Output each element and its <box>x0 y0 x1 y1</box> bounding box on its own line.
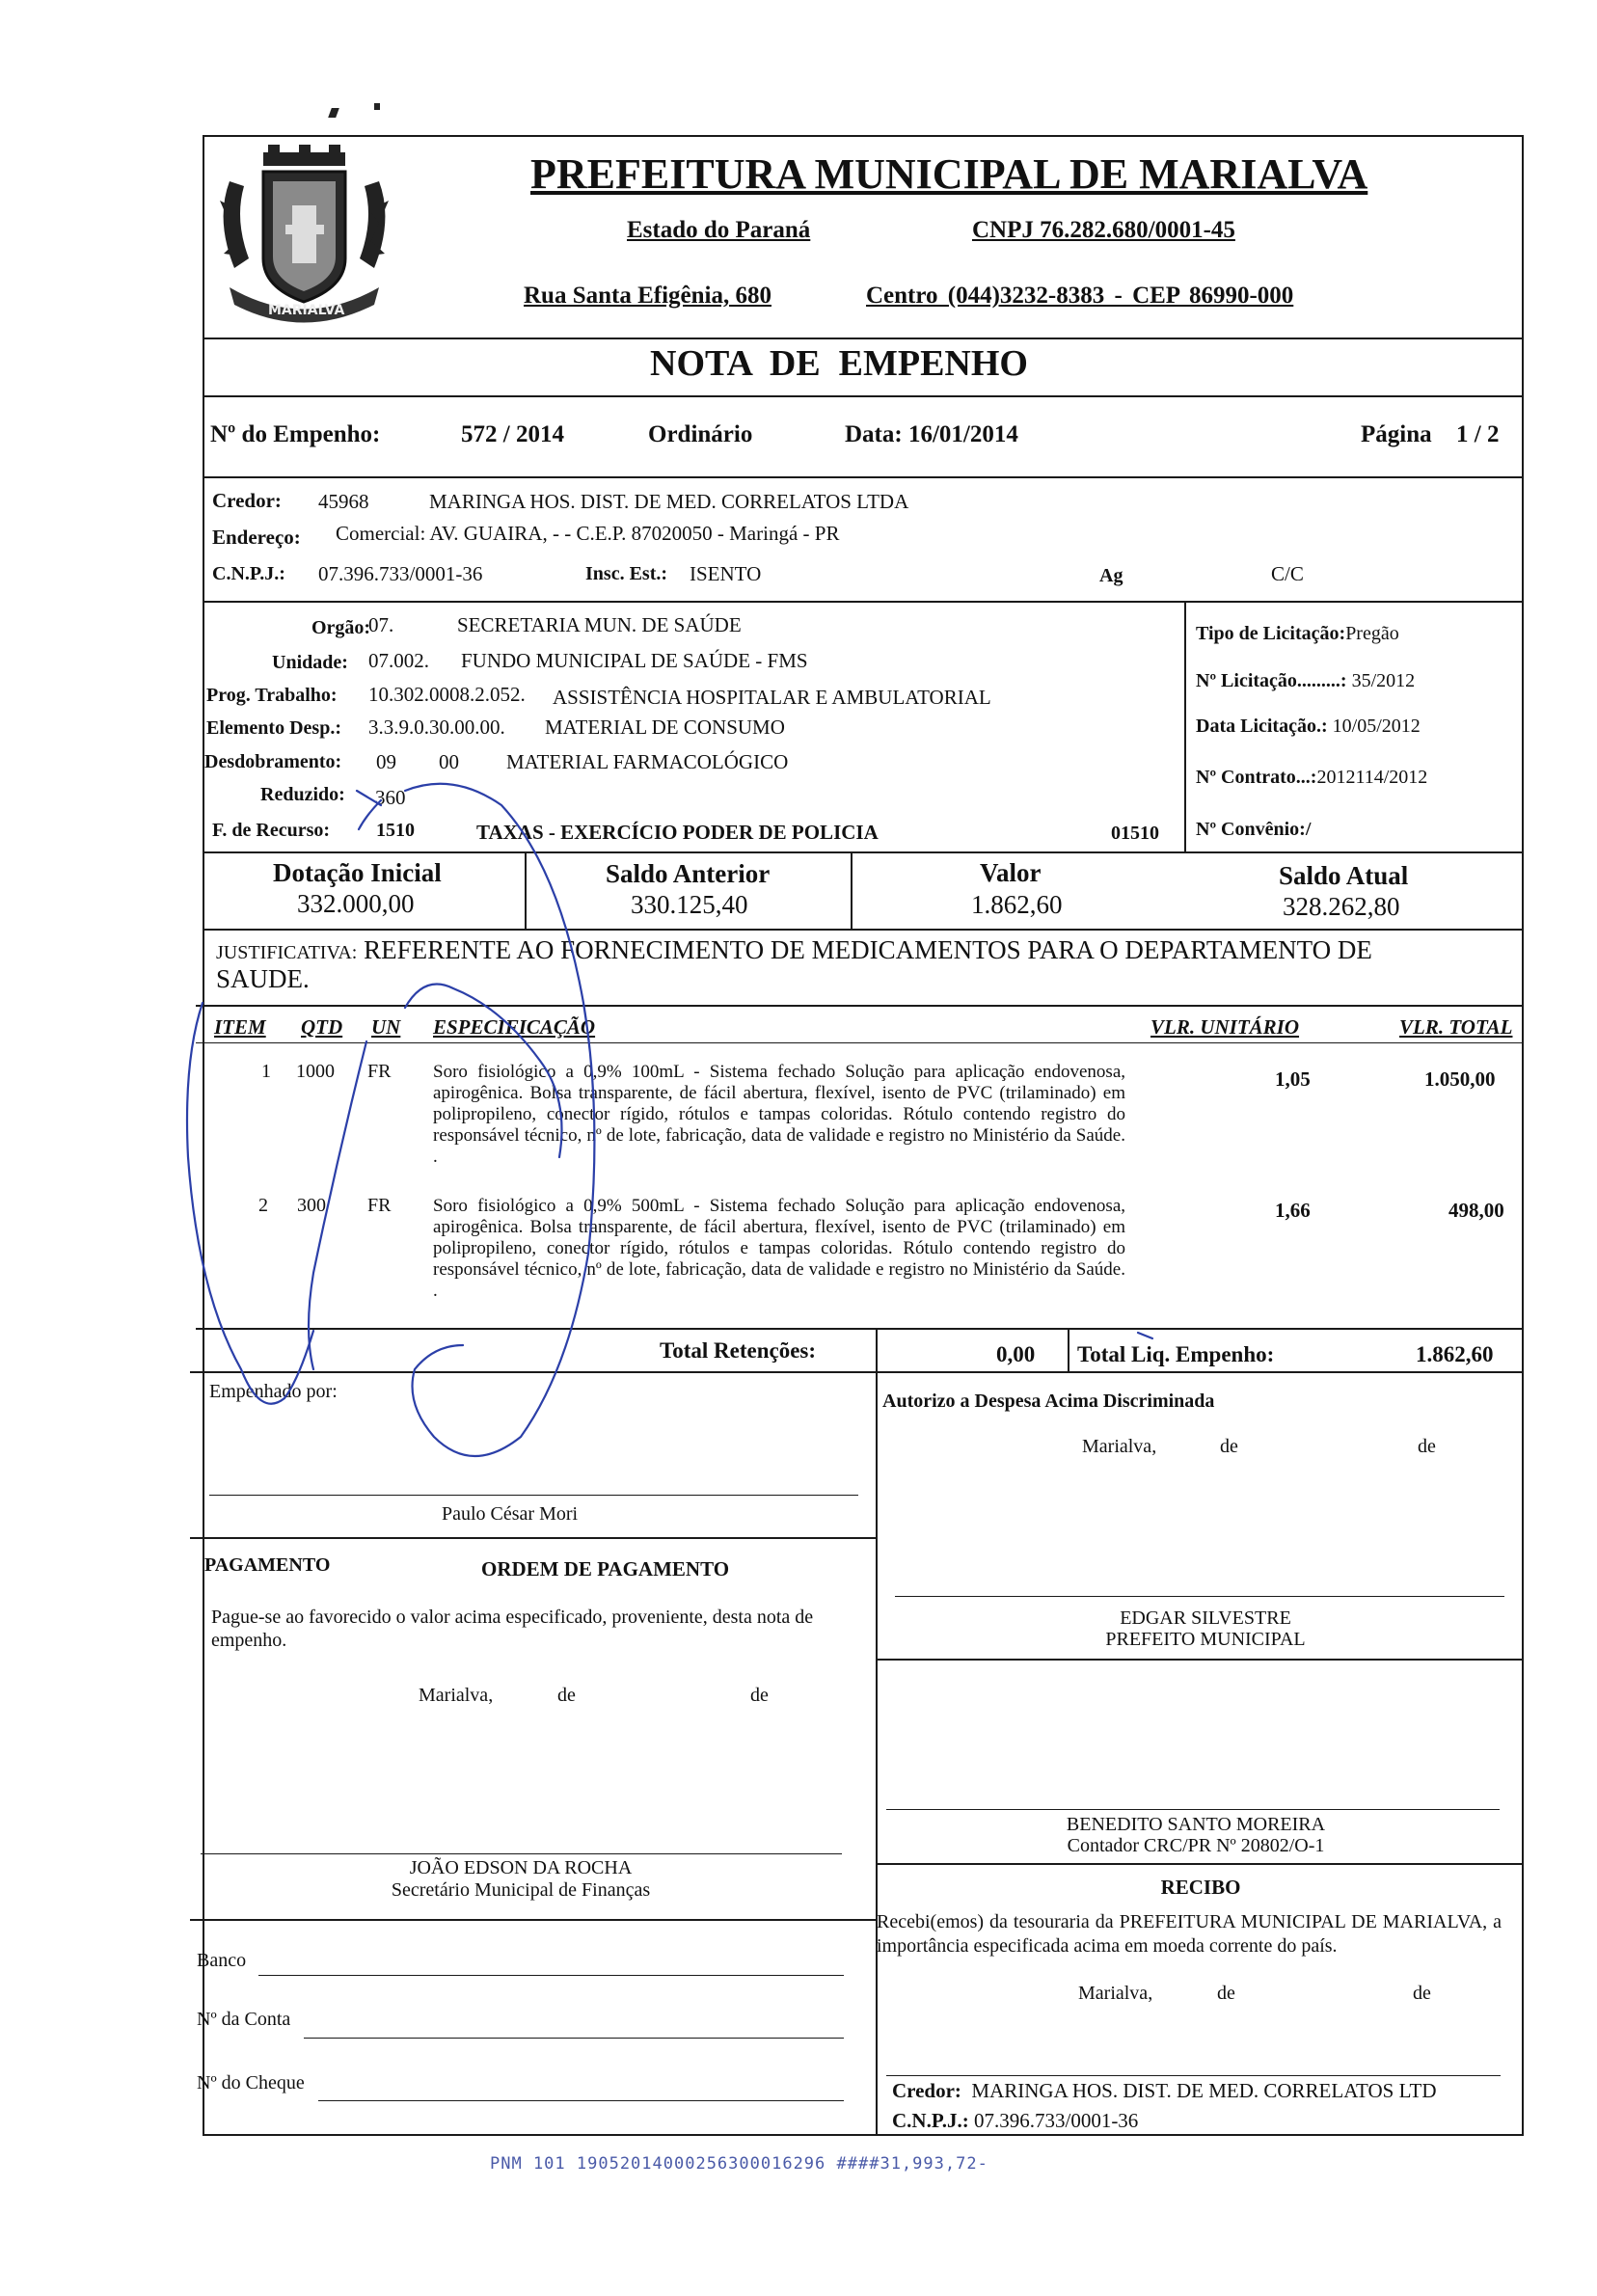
contador-title: Contador CRC/PR Nº 20802/O-1 <box>1067 1835 1325 1856</box>
credor-label: Credor: <box>212 489 282 512</box>
cheque-label: Nº do Cheque <box>197 2072 305 2093</box>
recibo-credor-name: MARINGA HOS. DIST. DE MED. CORRELATOS LTD <box>971 2079 1437 2102</box>
valor-label: Valor <box>980 858 1042 887</box>
marialva-date: Marialva, <box>419 1685 494 1706</box>
item-un: FR <box>367 1195 392 1216</box>
date-de: de <box>1220 1436 1238 1457</box>
desdobramento-label: Desdobramento: <box>204 751 342 772</box>
prog-name: ASSISTÊNCIA HOSPITALAR E AMBULATORIAL <box>553 686 991 709</box>
prog-code: 10.302.0008.2.052. <box>368 683 526 706</box>
justificativa-label: JUSTIFICATIVA: <box>216 942 358 963</box>
desdobramento-code2: 00 <box>439 750 459 773</box>
col-vlr-unitario: VLR. UNITÁRIO <box>1150 1015 1300 1039</box>
col-item: ITEM <box>214 1015 266 1039</box>
prefeito-title: PREFEITO MUNICIPAL <box>1105 1629 1306 1650</box>
cc-label: C/C <box>1271 562 1304 585</box>
authentication-stamp: PNM 101 19052014000256300016296 ####31,993,72- <box>490 2154 988 2174</box>
date-de: de <box>557 1685 576 1706</box>
endereco-label: Endereço: <box>212 526 301 549</box>
item-specification: Soro fisiológico a 0,9% 500mL - Sistema fechado Solução para aplicação endovenosa, apirogênica. Bolsa transparente, de fácil abertura, flexível, isento de PVC (trilaminado) em polipropileno, conector rígido, rótulos e tampas coloridas. Rótulo contendo registro do responsável técnico, nº de lote, fabricação, data de validade e registro no Ministério da Saúde. . <box>433 1196 1125 1301</box>
licitacao-num-label: Nº Licitação.........: 35/2012 <box>1196 670 1416 691</box>
dotacao-value: 332.000,00 <box>297 889 415 918</box>
convenio-label: Nº Convênio:/ <box>1196 819 1312 840</box>
banco-label: Banco <box>197 1950 247 1971</box>
secretario-name: JOÃO EDSON DA ROCHA <box>409 1857 633 1878</box>
contrato-label: Nº Contrato...:2012114/2012 <box>1196 767 1428 788</box>
contrato-value: 2012114/2012 <box>1316 767 1428 788</box>
reduzido-label: Reduzido: <box>260 784 345 805</box>
prefeito-name: EDGAR SILVESTRE <box>1120 1607 1291 1629</box>
document-title: NOTA DE EMPENHO <box>650 343 1028 384</box>
date-de: de <box>1418 1436 1436 1457</box>
licitacao-num-value: 35/2012 <box>1351 670 1416 691</box>
credor-name: MARINGA HOS. DIST. DE MED. CORRELATOS LTDA <box>429 490 909 513</box>
recibo-text: Recebi(emos) da tesouraria da PREFEITURA MUNICIPAL DE MARIALVA, a importância especificada acima em moeda corrente do país. <box>877 1911 1502 1957</box>
saldo-anterior-value: 330.125,40 <box>631 890 748 919</box>
credor-code: 45968 <box>318 490 369 513</box>
item-qtd: 300 <box>297 1195 326 1216</box>
recurso-label: F. de Recurso: <box>212 820 331 841</box>
ordem-pagamento-label: ORDEM DE PAGAMENTO <box>481 1557 730 1580</box>
unidade-code: 07.002. <box>368 649 429 672</box>
licitacao-tipo-value: Pregão <box>1345 623 1399 644</box>
cnpj-label: C.N.P.J.: <box>212 563 285 584</box>
marialva-date: Marialva, <box>1082 1436 1157 1457</box>
item-total: 1.050,00 <box>1424 1067 1496 1091</box>
elemento-code: 3.3.9.0.30.00.00. <box>368 716 505 739</box>
conta-label: Nº da Conta <box>197 2009 291 2030</box>
date-de: de <box>750 1685 769 1706</box>
pagamento-label: PAGAMENTO <box>204 1554 331 1576</box>
licitacao-data-label: Data Licitação.: 10/05/2012 <box>1196 716 1421 737</box>
item-qtd: 1000 <box>296 1061 335 1082</box>
col-especificacao: ESPECIFICAÇÃO <box>433 1015 596 1039</box>
desdobramento-code1: 09 <box>376 750 396 773</box>
saldo-anterior-label: Saldo Anterior <box>606 859 771 888</box>
recibo-credor-label: Credor: <box>892 2079 961 2102</box>
elemento-label: Elemento Desp.: <box>206 717 341 739</box>
licitacao-data-value: 10/05/2012 <box>1332 716 1421 737</box>
cnpj-header: CNPJ 76.282.680/0001-45 <box>972 217 1235 243</box>
unidade-label: Unidade: <box>272 652 348 673</box>
insc-value: ISENTO <box>690 562 762 585</box>
empenhado-label: Empenhado por: <box>209 1381 338 1402</box>
item-specification: Soro fisiológico a 0,9% 100mL - Sistema fechado Solução para aplicação endovenosa, apirogênica. Bolsa transparente, de fácil abertura, flexível, isento de PVC (trilaminado) em polipropileno, conector rígido, rótulos e tampas coloridas. Rótulo contendo registro do responsável técnico, nº de lote, fabricação, data de validade e registro no Ministério da Saúde. . <box>433 1062 1125 1167</box>
recurso-name: TAXAS - EXERCÍCIO PODER DE POLICIA <box>476 821 879 844</box>
desdobramento-name: MATERIAL FARMACOLÓGICO <box>506 750 789 773</box>
valor-value: 1.862,60 <box>971 890 1063 919</box>
address-street: Rua Santa Efigênia, 680 <box>524 283 771 309</box>
empenhado-name: Paulo César Mori <box>442 1503 579 1525</box>
orgao-name: SECRETARIA MUN. DE SAÚDE <box>457 613 742 636</box>
contador-name: BENEDITO SANTO MOREIRA <box>1066 1814 1326 1835</box>
recibo-cnpj-label: C.N.P.J.: <box>892 2109 969 2132</box>
orgao-code: 07. <box>368 613 394 636</box>
item-un: FR <box>367 1061 392 1082</box>
justificativa-line1: JUSTIFICATIVA: REFERENTE AO FORNECIMENTO DE MEDICAMENTOS PARA O DEPARTAMENTO DE <box>216 935 1372 964</box>
empenho-number: 572 / 2014 <box>461 421 564 447</box>
empenho-type: Ordinário <box>648 421 753 447</box>
page-number: 1 / 2 <box>1456 421 1500 447</box>
total-liq-label: Total Liq. Empenho: <box>1077 1342 1275 1366</box>
empenho-number-label: Nº do Empenho: <box>210 421 381 447</box>
recibo-cnpj-value: 07.396.733/0001-36 <box>973 2109 1139 2132</box>
item-number: 2 <box>258 1195 268 1216</box>
item-unit-price: 1,05 <box>1275 1067 1311 1091</box>
cnpj-value: 07.396.733/0001-36 <box>318 562 483 585</box>
unidade-name: FUNDO MUNICIPAL DE SAÚDE - FMS <box>461 649 808 672</box>
municipality-title: PREFEITURA MUNICIPAL DE MARIALVA <box>530 150 1368 198</box>
item-number: 1 <box>261 1061 271 1082</box>
prog-label: Prog. Trabalho: <box>206 685 338 706</box>
dotacao-label: Dotação Inicial <box>273 858 442 887</box>
licitacao-tipo-label: Tipo de Licitação:Pregão <box>1196 623 1399 644</box>
recibo-label: RECIBO <box>1160 1876 1241 1899</box>
justificativa-line2: SAUDE. <box>216 964 310 993</box>
recurso-code2: 01510 <box>1111 823 1159 844</box>
item-total: 498,00 <box>1448 1199 1504 1222</box>
insc-label: Insc. Est.: <box>585 563 668 584</box>
date-de: de <box>1413 1983 1431 2004</box>
orgao-label: Orgão: <box>311 617 371 638</box>
empenho-date: Data: 16/01/2014 <box>845 421 1018 447</box>
date-de: de <box>1217 1983 1235 2004</box>
reduzido-value: 360 <box>375 786 406 809</box>
pague-text: Pague-se ao favorecido o valor acima especificado, proveniente, desta nota de empenho. <box>211 1607 814 1651</box>
col-qtd: QTD <box>301 1015 343 1039</box>
total-retencoes-label: Total Retenções: <box>660 1338 817 1363</box>
address-district-phone: Centro (044)3232-8383 - CEP 86990-000 <box>866 283 1294 309</box>
item-unit-price: 1,66 <box>1275 1199 1311 1222</box>
saldo-atual-value: 328.262,80 <box>1283 892 1400 921</box>
saldo-atual-label: Saldo Atual <box>1279 861 1409 890</box>
col-vlr-total: VLR. TOTAL <box>1399 1015 1513 1039</box>
elemento-name: MATERIAL DE CONSUMO <box>545 716 785 739</box>
state-name: Estado do Paraná <box>627 217 811 243</box>
secretario-title: Secretário Municipal de Finanças <box>391 1879 651 1901</box>
marialva-date: Marialva, <box>1078 1983 1153 2004</box>
col-un: UN <box>371 1015 401 1039</box>
total-liq-value: 1.862,60 <box>1416 1342 1494 1366</box>
autorizo-label: Autorizo a Despesa Acima Discriminada <box>882 1391 1215 1412</box>
crest-banner-text: MARIALVA <box>268 303 345 318</box>
ag-label: Ag <box>1099 565 1123 586</box>
recurso-code: 1510 <box>376 820 415 841</box>
page-label: Página <box>1361 421 1432 447</box>
endereco-value: Comercial: AV. GUAIRA, - - C.E.P. 87020050 - Maringá - PR <box>336 522 840 545</box>
total-retencoes-value: 0,00 <box>996 1342 1036 1366</box>
